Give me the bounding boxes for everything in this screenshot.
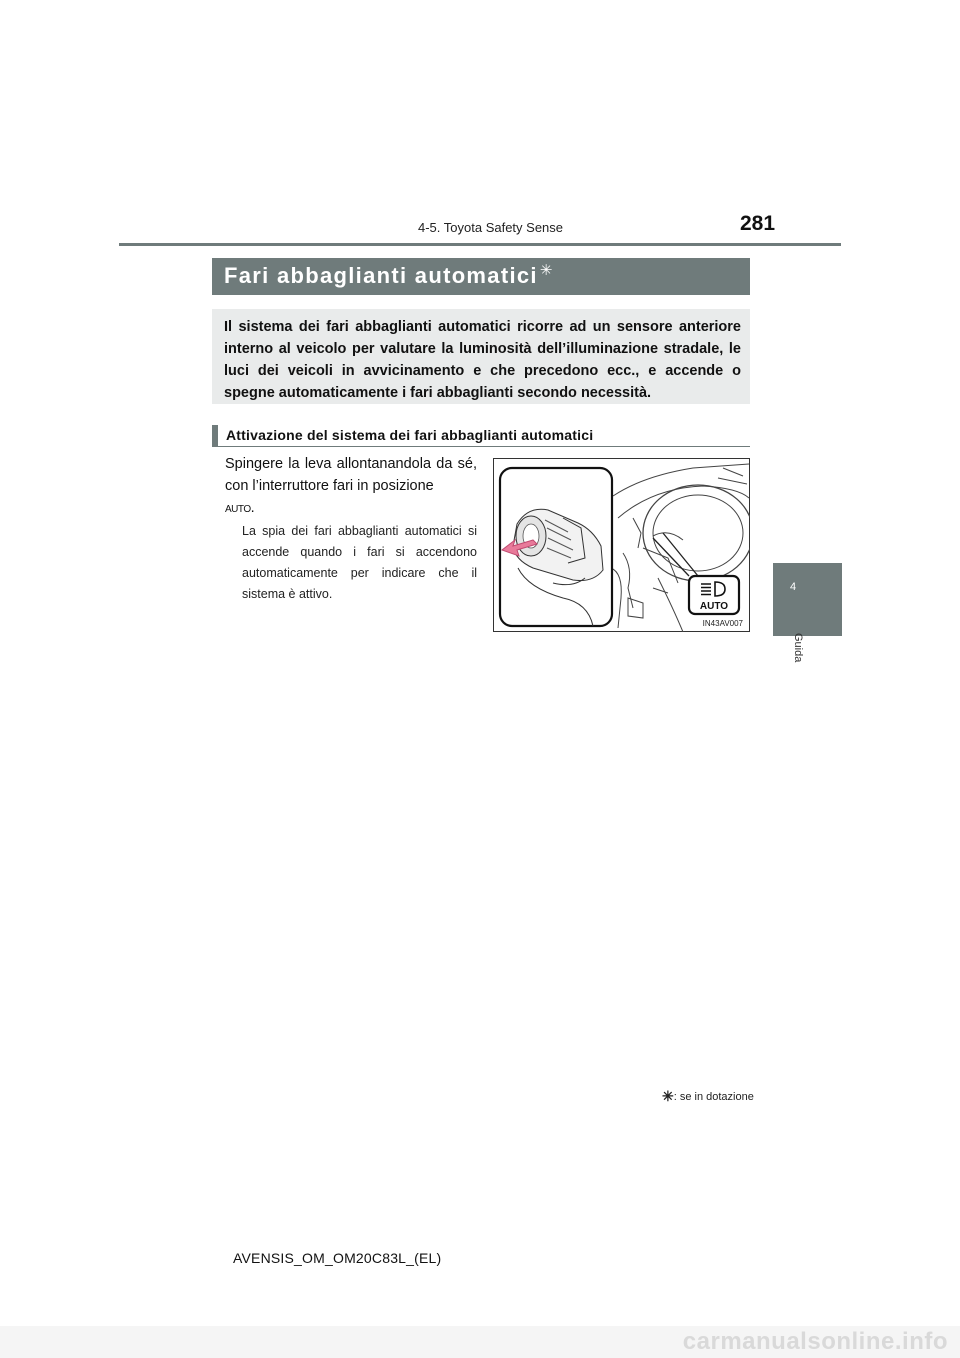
page-title-text: Fari abbaglianti automatici [224, 263, 538, 288]
header-rule [119, 243, 841, 246]
indicator-auto-label: AUTO [699, 601, 729, 612]
chapter-tab [773, 563, 842, 636]
subheading-text: Attivazione del sistema dei fari abbaglianti automatici [226, 427, 594, 443]
subheading-bar [212, 425, 218, 447]
page-number: 281 [740, 212, 776, 235]
optional-equipment-footnote-icon: ✳ [662, 1088, 674, 1104]
intro-box [212, 309, 750, 404]
footnote-text: : se in dotazione [673, 1091, 754, 1103]
document-code: AVENSIS_OM_OM20C83L_(EL) [233, 1250, 442, 1266]
subheading [212, 425, 750, 447]
page-title [224, 263, 554, 289]
instruction-paragraph [225, 453, 477, 521]
chapter-number: 4 [789, 581, 797, 593]
chapter-label: Guida [792, 633, 804, 663]
indicator-note: La spia dei fari abbaglianti automatici si accende quando i fari si accendono automaticamente per indicare che il sistema è attivo. [242, 524, 477, 601]
figure-svg [493, 458, 750, 632]
header-section-title: 4-5. Toyota Safety Sense [418, 220, 564, 235]
auto-high-beam-indicator-icon [689, 576, 739, 614]
optional-equipment-icon: ✳ [539, 262, 554, 279]
watermark-text: carmanualsonline.info [682, 1328, 948, 1355]
auto-position-symbol: AUTO [225, 504, 251, 515]
instruction-end: . [250, 500, 255, 516]
watermark-bar [0, 1326, 960, 1358]
footnote [662, 1088, 754, 1105]
title-band [212, 258, 750, 295]
subheading-underline [218, 446, 750, 447]
intro-text: Il sistema dei fari abbaglianti automatici ricorre ad un sensore anteriore interno al veicolo per valutare la luminosità dell’illuminazione stradale, le luci dei veicoli in avvicinamento e che precedono ecc., e accende o spegne automaticamente i fari abbaglianti secondo necessità. [224, 319, 741, 401]
lever-illustration-figure [493, 458, 750, 632]
figure-code: IN43AV007 [702, 619, 743, 628]
instruction-text: Spingere la leva allontanandola da sé, con l’interruttore fari in posizione [225, 456, 477, 494]
